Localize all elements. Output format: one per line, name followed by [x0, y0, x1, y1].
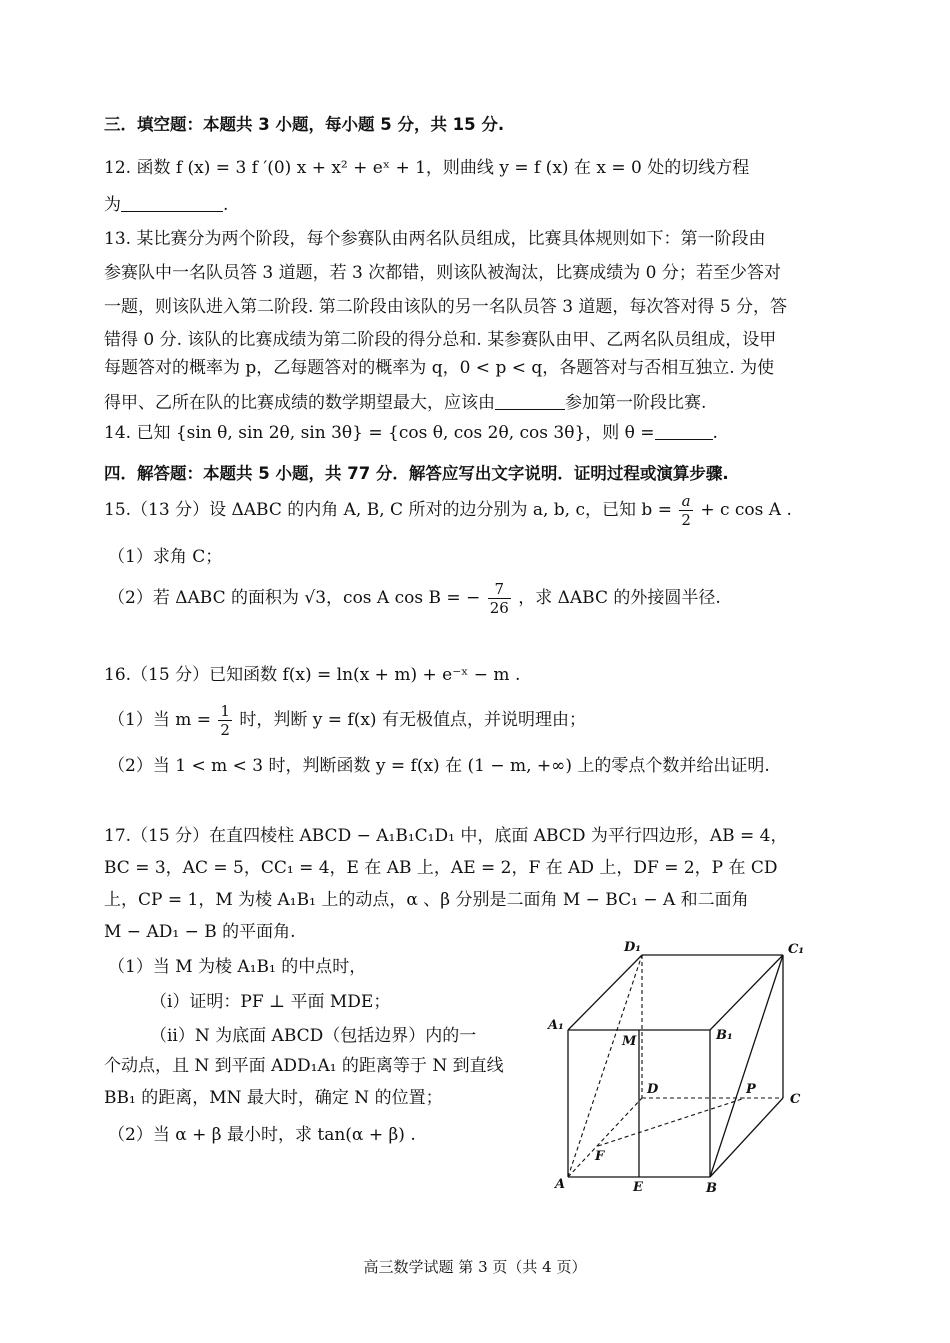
label-b: B [706, 1181, 717, 1196]
q17-line-1: 17.（15 分）在直四棱柱 ABCD − A₁B₁C₁D₁ 中，底面 ABCD 为平行四边形，AB = 4， [104, 826, 788, 846]
label-p: P [746, 1082, 756, 1097]
label-c1: C₁ [788, 942, 805, 957]
q13-line-5: 每题答对的概率为 p，乙每题答对的概率为 q，0 < p < q，各题答对与否相互独立. 为使 [104, 358, 775, 378]
section-3-title: 三．填空题：本题共 3 小题，每小题 5 分，共 15 分. [104, 115, 505, 134]
q17-part-1-ii-line-2: 个动点，且 N 到平面 ADD₁A₁ 的距离等于 N 到直线 [104, 1056, 504, 1076]
section-4-title: 四．解答题：本题共 5 小题，共 77 分．解答应写出文字说明．证明过程或演算步骤. [104, 464, 729, 483]
q17-part-1-i: （i）证明：PF ⊥ 平面 MDE； [150, 992, 391, 1012]
edge-a-d [568, 1098, 642, 1177]
q15-stem-text: 15.（13 分）设 ΔABC 的内角 A, B, C 所对的边分别为 a, b, c，已知 b = [104, 500, 672, 520]
q16-stem: 16.（15 分）已知函数 f(x) = ln(x + m) + e⁻ˣ − m . [104, 665, 521, 685]
q15-stem-tail: + c cos A . [700, 500, 792, 520]
q13-answer-blank[interactable] [495, 393, 565, 410]
edge-a1-d1 [568, 955, 642, 1030]
q13-line-4: 错得 0 分. 该队的比赛成绩为第二阶段的得分总和. 某参赛队由甲、乙两名队员组成，设甲 [104, 330, 777, 350]
q12-line2 [104, 194, 228, 216]
q15-p2-frac-num: 7 [488, 580, 511, 599]
q13-line-6 [104, 392, 706, 414]
label-f: F [595, 1149, 605, 1164]
q16-part-1-tail: 时，判断 y = f(x) 有无极值点，并说明理由； [239, 710, 586, 730]
q16-part-2: （2）当 1 < m < 3 时，判断函数 y = f(x) 在 (1 − m, +∞) 上的零点个数并给出证明. [108, 756, 770, 776]
label-d1: D₁ [624, 940, 641, 955]
q14-answer-blank[interactable] [655, 423, 713, 440]
q15-stem [104, 492, 792, 529]
label-d: D [647, 1082, 659, 1097]
q17-line-2: BC = 3，AC = 5，CC₁ = 4，E 在 AB 上，AE = 2，F 在 AD 上，DF = 2，P 在 CD [104, 858, 778, 878]
label-e: E [633, 1180, 643, 1195]
q15-frac-num: a [679, 492, 693, 511]
label-b1: B₁ [716, 1028, 733, 1043]
q16-part-1-text: （1）当 m = [108, 710, 211, 730]
q17-part-2: （2）当 α + β 最小时，求 tan(α + β) . [108, 1125, 416, 1145]
q15-frac-den: 2 [681, 511, 691, 529]
q17-part-1-ii-line-3: BB₁ 的距离，MN 最大时，确定 N 的位置； [104, 1088, 443, 1108]
label-m: M [622, 1034, 637, 1049]
label-a: A [555, 1177, 566, 1192]
q12-line2-prefix: 为 [104, 195, 121, 215]
q13-line-1: 13. 某比赛分为两个阶段，每个参赛队由两名队员组成，比赛具体规则如下：第一阶段由 [104, 229, 766, 249]
q13-line-2: 参赛队中一名队员答 3 道题，若 3 次都错，则该队被淘汰，比赛成绩为 0 分；若至少答对 [104, 263, 781, 283]
edge-b1-c1 [710, 955, 783, 1030]
q13-last-suffix: 参加第一阶段比赛. [565, 393, 707, 413]
q12-line1: 12. 函数 f (x) = 3 f ′(0) x + x² + eˣ + 1，则曲线 y = f (x) 在 x = 0 处的切线方程 [104, 158, 750, 178]
q17-part-1: （1）当 M 为棱 A₁B₁ 的中点时， [108, 957, 367, 977]
q15-p2-frac-den: 26 [489, 599, 509, 617]
q16-fraction [218, 702, 232, 739]
q12-line2-suffix: . [223, 195, 229, 215]
q15-part-2 [108, 580, 721, 617]
q17-line-4: M − AD₁ − B 的平面角. [104, 922, 296, 942]
q13-last-prefix: 得甲、乙所在队的比赛成绩的数学期望最大，应该由 [104, 393, 495, 413]
edge-b-c1 [710, 955, 783, 1177]
q15-fraction [679, 492, 693, 529]
q15-part-2-fraction [488, 580, 511, 617]
q15-part-2-tail: ，求 ΔABC 的外接圆半径. [518, 588, 721, 608]
q13-line-3: 一题，则该队进入第二阶段. 第二阶段由该队的另一名队员答 3 道题，每次答对得 5 分，答 [104, 297, 788, 317]
q16-frac-den: 2 [220, 721, 230, 739]
q15-part-1: （1）求角 C； [108, 547, 223, 567]
q16-frac-num: 1 [220, 702, 230, 720]
page-footer: 高三数学试题 第 3 页（共 4 页） [363, 1258, 587, 1276]
q14-suffix: . [712, 423, 718, 443]
edge-b-c [710, 1098, 783, 1177]
q15-part-2-text: （2）若 ΔABC 的面积为 √3，cos A cos B = − [108, 588, 481, 608]
label-c: C [790, 1092, 801, 1107]
q12-answer-blank[interactable] [121, 195, 223, 212]
q14-text: 14. 已知 {sin θ, sin 2θ, sin 3θ} = {cos θ, cos 2θ, cos 3θ}，则 θ = [104, 423, 655, 443]
q17-line-3: 上，CP = 1，M 为棱 A₁B₁ 上的动点，α 、β 分别是二面角 M − BC₁ − A 和二面角 [104, 890, 749, 910]
label-a1: A₁ [548, 1018, 564, 1033]
prism-figure [540, 935, 820, 1200]
q16-part-1 [108, 702, 586, 739]
q14-line [104, 422, 718, 444]
q17-part-1-ii-line-1: （ii）N 为底面 ABCD（包括边界）内的一 [150, 1026, 477, 1046]
